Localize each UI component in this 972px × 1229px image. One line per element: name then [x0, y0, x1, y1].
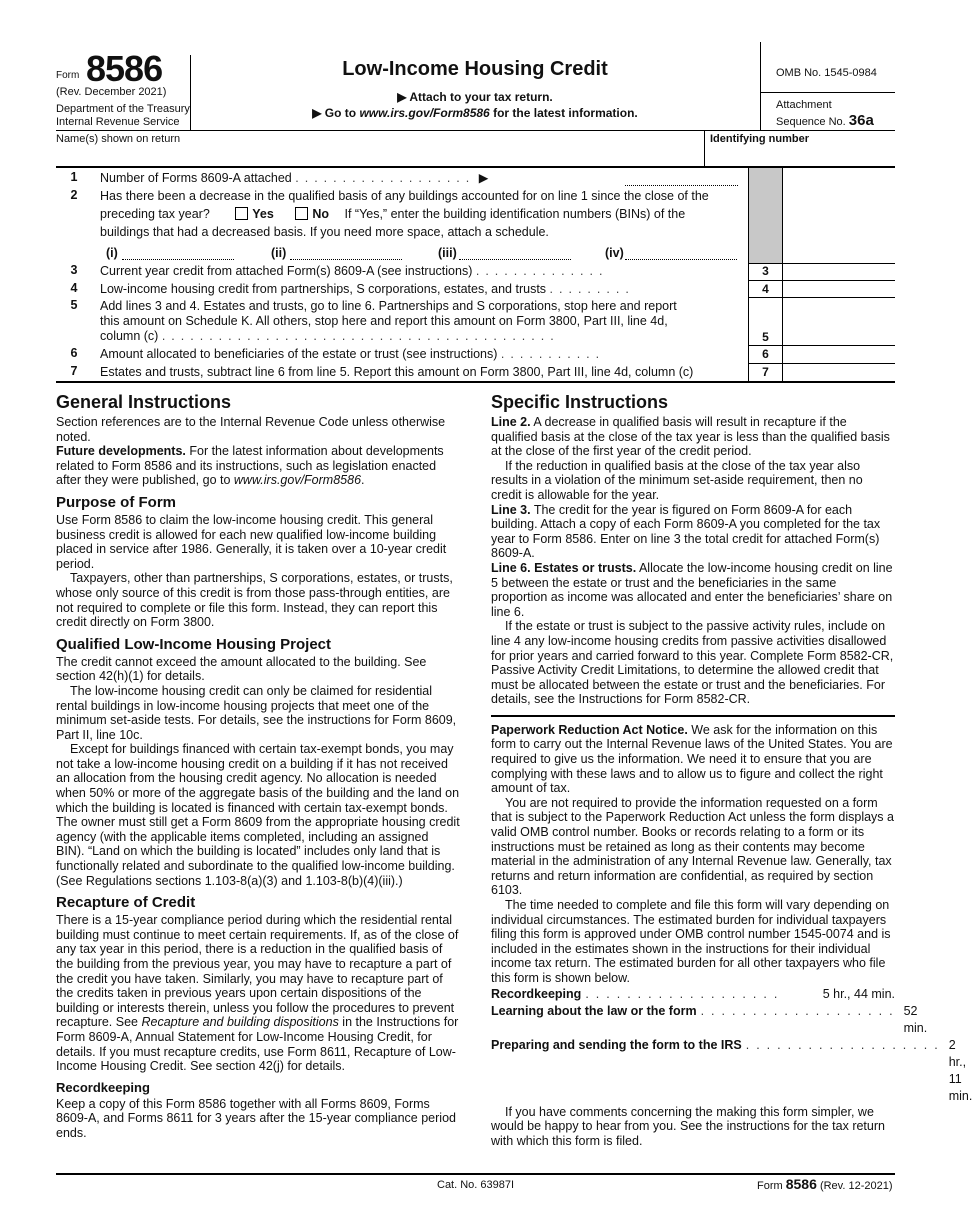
- line-7-amount-input[interactable]: [784, 365, 894, 381]
- line-5-box-number: 5: [762, 330, 769, 344]
- qualified-paragraph-1: The credit cannot exceed the amount allocated to the building. See section 42(h)(1) for details.: [56, 654, 427, 684]
- bin-i-label: (i): [106, 246, 118, 260]
- bin-ii-label: (ii): [271, 246, 287, 260]
- line-2-instructions-2: If the reduction in qualified basis at the close of the tax year also results in a violation of the minimum set-aside requirement, then no credit is allowable for the year.: [491, 458, 863, 502]
- bin-ii-input[interactable]: [290, 249, 402, 260]
- line-4-box-number: 4: [762, 282, 769, 296]
- yes-checkbox[interactable]: [235, 207, 248, 220]
- recapture-heading: Recapture of Credit: [56, 894, 196, 912]
- department: Department of the Treasury: [56, 103, 190, 115]
- line-3-label: Current year credit from attached Form(s) 8609-A (see instructions) ..............: [100, 264, 609, 278]
- recordkeeping-paragraph: Keep a copy of this Form 8586 together with all Forms 8609, Forms 8609-A, and Forms 8611 for 3 years after the 15-year compliance period ends.: [56, 1096, 456, 1140]
- attach-instruction: ▶ Attach to your tax return.: [397, 90, 553, 104]
- agency: Internal Revenue Service: [56, 116, 180, 128]
- qualified-project-heading: Qualified Low-Income Housing Project: [56, 635, 332, 653]
- future-developments-text: Future developments. For the latest information about developments related to Form 8586 and its instructions, such as legislation enacted after they were published, go to www.irs.gov/Form8586.: [56, 444, 444, 488]
- bin-iv-label: (iv): [605, 246, 624, 260]
- qualified-paragraph-2: The low-income housing credit can only be claimed for residential rental buildings in low-income housing projects that meet one of the minimum set-aside tests. For details, see the instructions for Form 8609, Part II, line 10c.: [56, 683, 457, 742]
- line-6-label: Amount allocated to beneficiaries of the estate or trust (see instructions) ...........: [100, 347, 606, 361]
- form-title: Low-Income Housing Credit: [342, 58, 608, 80]
- line-2-no-option[interactable]: No: [295, 207, 329, 221]
- purpose-heading: Purpose of Form: [56, 493, 177, 511]
- footer-form-id: Form 8586 (Rev. 12-2021): [757, 1176, 893, 1192]
- id-label: Identifying number: [710, 133, 809, 145]
- line-3-number: 3: [70, 263, 78, 277]
- sequence-number: Sequence No. 36a: [776, 112, 874, 129]
- qualified-paragraph-3: Except for buildings financed with certain tax-exempt bonds, you may not take a low-income housing credit on a building if it has not received an allocation from the housing credit agency. No allocation is needed when 50% or more of the aggregate basis of the building and the land on which the building is located is financed with certain tax-exempt bonds. The owner must still get a Form 8609 from the appropriate housing credit agency (with the applicable items completed, including an assigned BIN). “Land on which the building is located” includes only land that is functionally related and subordinate to the qualified low-income building. (See Regulations sections 1.103-8(a)(3) and 1.103-8(b)(4)(iii).): [56, 742, 460, 888]
- name-label: Name(s) shown on return: [56, 133, 181, 145]
- paperwork-paragraph-2: You are not required to provide the information requested on a form that is subject to the Paperwork Reduction Act unless the form displays a valid OMB control number. Books or records relating to a form or its instructions must be retained as long as their contents may become material in the administration of any Internal Revenue law. Generally, tax returns and return information are confidential, as required by section 6103.: [491, 795, 894, 898]
- section-divider: [491, 715, 895, 717]
- purpose-paragraph-1: Use Form 8586 to claim the low-income housing credit. This general business credit is allowed for each new qualified low-income building placed in service after 1986. Generally, it is taken over a 10-year credit period.: [56, 512, 447, 571]
- line-1-number: 1: [70, 170, 78, 184]
- bin-i-input[interactable]: [122, 249, 234, 260]
- line-5-number: 5: [70, 298, 78, 312]
- line-4-number: 4: [70, 281, 78, 295]
- line-4-amount-input[interactable]: [784, 282, 894, 298]
- line-2-text-2: preceding tax year? Yes No If “Yes,” enter the building identification numbers (BINs) of the: [100, 207, 686, 221]
- purpose-paragraph-2: Taxpayers, other than partnerships, S corporations, estates, or trusts, whose only source of this credit is from those pass-through entities, are not required to complete or file this form. Instead, they can report this credit directly on Form 3800.: [56, 571, 453, 630]
- general-instructions-heading: General Instructions: [56, 392, 232, 412]
- line-1-input[interactable]: [625, 173, 738, 186]
- burden-learning: Learning about the law or the form ................... 52 min.: [491, 1003, 928, 1035]
- comments-paragraph: If you have comments concerning the making this form simpler, we would be happy to hear from you. See the instructions for the tax return with which this form is filed.: [491, 1104, 885, 1148]
- line-5-text-1: Add lines 3 and 4. Estates and trusts, go to line 6. Partnerships and S corporations, stop here and report: [100, 299, 677, 313]
- recapture-paragraph: There is a 15-year compliance period during which the residential rental building must continue to meet certain requirements. If, as of the close of any tax year in this period, there is a reduction in the qualified basis of the building from the previous year, you may have to recapture a part of the credit you have taken. Similarly, you may have to recapture part of the credits taken in previous years upon certain dispositions of the building or interests therein, unless you follow the procedures to prevent recapture. See Recapture and building dispositions in the Instructions for Form 8609-A, Annual Statement for Low-Income Housing Credit, for details. If you must recapture credits, use Form 8611, Recapture of Low-Income Housing Credit. See section 42(j) for details.: [56, 913, 459, 1074]
- omb-number: OMB No. 1545-0984: [776, 67, 877, 79]
- line-6-number: 6: [70, 346, 78, 360]
- recordkeeping-heading: Recordkeeping: [56, 1079, 150, 1095]
- line-5-amount-input[interactable]: [784, 328, 894, 344]
- paperwork-notice: Paperwork Reduction Act Notice. We ask for the information on this form to carry out the Internal Revenue laws of the United States. You are required to give us the information. We need it to ensure that you are complying with these laws and to allow us to figure and collect the right amount of tax.: [491, 722, 893, 796]
- attachment-label: Attachment: [776, 99, 832, 111]
- line-7-label: Estates and trusts, subtract line 6 from line 5. Report this amount on Form 3800, Part III, line 4d, column (c): [100, 365, 694, 379]
- line-3-box-number: 3: [762, 264, 769, 278]
- line-6-box-number: 6: [762, 347, 769, 361]
- line-7-number: 7: [70, 364, 78, 378]
- line-5-text-2: this amount on Schedule K. All others, stop here and report this amount on Form 3800, Part III, line 4d,: [100, 314, 668, 328]
- line-2-number: 2: [70, 188, 78, 202]
- line-2-yes-option[interactable]: Yes: [235, 207, 274, 221]
- future-developments-link[interactable]: www.irs.gov/Form8586: [233, 473, 362, 488]
- bin-iii-input[interactable]: [459, 249, 571, 260]
- line-3-instructions: Line 3. The credit for the year is figured on Form 8609-A for each building. Attach a copy of each Form 8609-A you completed for the tax year to Form 8586. Enter on line 3 the total credit for attached Form(s) 8609-A.: [491, 502, 881, 561]
- revision-date: (Rev. December 2021): [56, 86, 167, 98]
- paperwork-paragraph-3: The time needed to complete and file this form will vary depending on individual circumstances. The estimated burden for individual taxpayers filing this form is approved under OMB control number 1545-0074 and is included in the estimates shown in the instructions for their individual income tax return. The estimated burden for all other taxpayers who file this form is shown below.: [491, 898, 891, 985]
- form-number: 8586: [86, 48, 163, 89]
- irs-url[interactable]: www.irs.gov/Form8586: [359, 106, 490, 120]
- section-references-text: Section references are to the Internal Revenue Code unless otherwise noted.: [56, 415, 446, 444]
- general-instructions-column: [56, 386, 460, 1141]
- line-2-instructions: Line 2. A decrease in qualified basis will result in recapture if the qualified basis at the close of the tax year is less than the qualified basis at the close of the first year of the credit period.: [491, 415, 890, 459]
- line-3-amount-input[interactable]: [784, 264, 894, 280]
- bin-iv-input[interactable]: [625, 249, 737, 260]
- id-input[interactable]: [710, 148, 890, 164]
- line-6-instructions: Line 6. Estates or trusts. Allocate the low-income housing credit on line 5 between the estate or trust and the beneficiaries in the same proportion as income was allocated and enter the beneficiaries’ share on line 6.: [491, 560, 893, 619]
- burden-preparing: Preparing and sending the form to the IRS ................... 2 hr., 11 min.: [491, 1037, 972, 1103]
- line-6-instructions-2: If the estate or trust is subject to the passive activity rules, include on line 4 any low-income housing credits from passive activities disallowed for prior years and carried forward to this year. Complete Form 8582-CR, Passive Activity Credit Limitations, to determine the allowed credit that must be allocated between the estate or trust and the beneficiaries. For details, see the Instructions for Form 8582-CR.: [491, 619, 894, 707]
- name-input[interactable]: [56, 148, 701, 164]
- line-1-label: Number of Forms 8609-A attached ................... ▶: [100, 171, 489, 185]
- line-6-amount-input[interactable]: [784, 347, 894, 363]
- form-label: Form: [56, 70, 80, 81]
- line-7-box-number: 7: [762, 365, 769, 379]
- line-2-text-3: buildings that had a decreased basis. If you need more space, attach a schedule.: [100, 225, 549, 239]
- burden-recordkeeping: Recordkeeping ................... 5 hr., 44 min.: [491, 986, 895, 1001]
- bin-iii-label: (iii): [438, 246, 457, 260]
- line-5-text-3: column (c) ..........................................: [100, 329, 560, 343]
- specific-instructions-column: [491, 386, 972, 1148]
- no-checkbox[interactable]: [295, 207, 308, 220]
- catalog-number: Cat. No. 63987I: [437, 1179, 515, 1191]
- goto-instruction: ▶ Go to www.irs.gov/Form8586 for the latest information.: [312, 106, 638, 120]
- line-4-label: Low-income housing credit from partnerships, S corporations, estates, and trusts .........: [100, 282, 635, 296]
- line-2-text-1: Has there been a decrease in the qualified basis of any buildings accounted for on line 1 since the close of the: [100, 189, 709, 203]
- specific-instructions-heading: Specific Instructions: [491, 392, 669, 412]
